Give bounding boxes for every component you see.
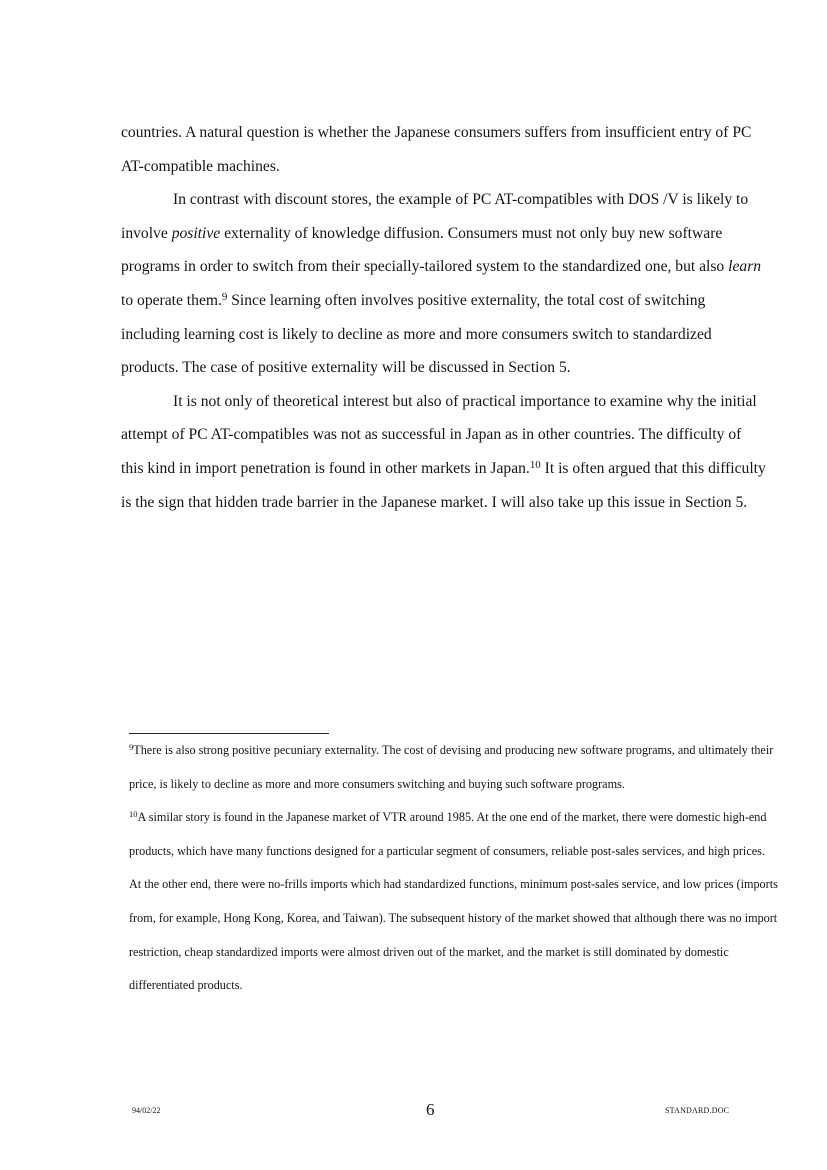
- footer-date: 94/02/22: [132, 1106, 161, 1115]
- footnote-10: [129, 801, 779, 1003]
- paragraph-2-text-a: In contrast with discount stores, the example of PC AT-compatibles with DOS /V is likely to involve: [121, 191, 749, 242]
- footnote-10-text: A similar story is found in the Japanese market of VTR around 1985. At the one end of the market, there were domestic high-end products, which have many functions designed for a particular segment of consumers, reliable post-sales services, and high prices. At the other end, there were no-frills imports which had standardized functions, minimum post-sales service, and low prices (imports from, for example, Hong Kong, Korea, and Taiwan). The subsequent history of the market showed that although there was no import restriction, cheap standardized imports were almost driven out of the market, and the market is still dominated by domestic differentiated products.: [129, 810, 778, 993]
- paragraph-1: countries. A natural question is whether the Japanese consumers suffers from insufficient entry of PC AT-compatible machines.: [121, 124, 752, 175]
- body-text: [121, 116, 767, 519]
- footnote-ref-9: 9: [221, 291, 228, 304]
- footnote-ref-10: 10: [529, 459, 541, 472]
- footnote-9-number: 9: [129, 742, 134, 753]
- footnotes: [129, 734, 779, 1003]
- emphasis-learn: learn: [728, 258, 762, 276]
- page-number: 6: [426, 1100, 435, 1119]
- paragraph-2: [121, 183, 767, 385]
- paragraph-2-text-b: externality of knowledge diffusion. Consumers must not only buy new software programs in order to switch from their specially-tailored system to the standardized one, but also: [121, 224, 729, 276]
- paragraph-2-text-d: Since learning often involves positive externality, the total cost of switching including learning cost is likely to decline as more and more consumers switch to standardized products. The case of positive externality will be discussed in Section 5.: [121, 291, 712, 377]
- paragraph-3: [121, 385, 767, 519]
- footnote-9-text: There is also strong positive pecuniary externality. The cost of devising and producing new software programs, and ultimately their price, is likely to decline as more and more consumers switching and buying such software programs.: [129, 743, 774, 791]
- paragraph-3-text-a: It is not only of theoretical interest but also of practical importance to examine why the initial attempt of PC AT-compatibles was not as successful in Japan as in other countries. The difficulty of this kind in import penetration is found in other markets in Japan.: [121, 392, 757, 477]
- emphasis-positive: positive: [171, 224, 221, 242]
- paragraph-2-text-c: to operate them.: [121, 291, 222, 309]
- footnote-9: [129, 734, 779, 801]
- footer-filename: STANDARD.DOC: [665, 1106, 730, 1115]
- paragraph-3-text-b: It is often argued that this difficulty is the sign that hidden trade barrier in the Japanese market. I will also take up this issue in Section 5.: [121, 459, 766, 511]
- footnote-10-number: 10: [129, 809, 138, 820]
